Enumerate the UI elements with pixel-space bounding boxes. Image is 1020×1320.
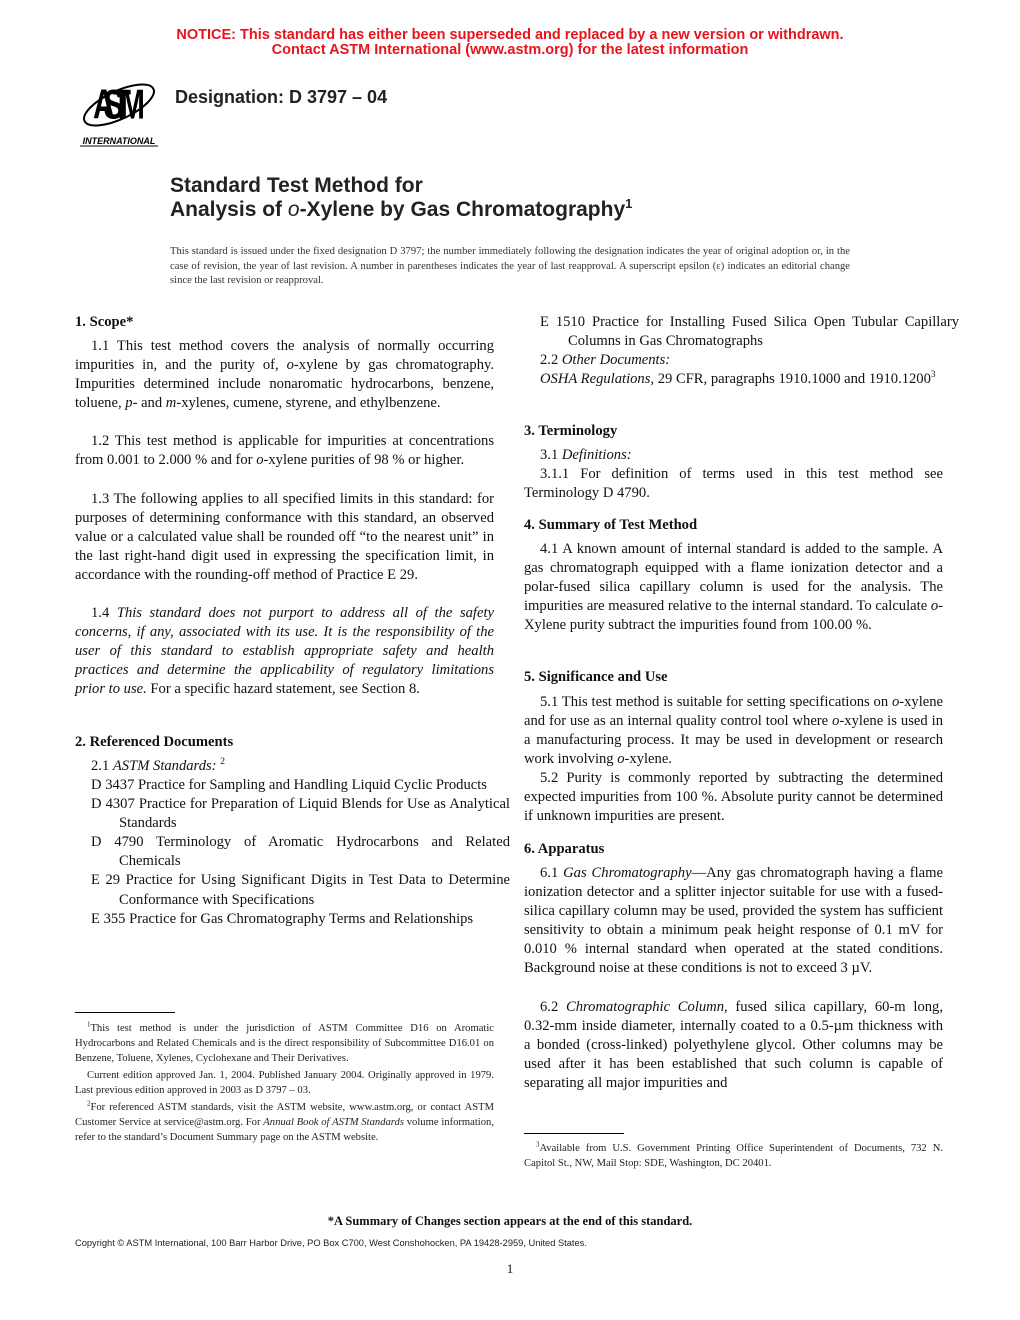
para-1-2 <box>75 432 494 470</box>
footnote-mark: 1 <box>87 1021 91 1029</box>
italic-text: This standard does not purport to address all of the safety concerns, if any, associated with its use. It is the responsibility of the user of this standard to establish appropriate safety and health practices and determine the applicability of regulatory limitations prior to use. <box>75 605 494 698</box>
text-run: 4.1 A known amount of internal standard is added to the sample. A gas chromatograph equipped with a flame ionization detector and a polar-fused silica capillary column is used for the analysis. The impurities are measured relative to the internal standard. To calculate <box>524 541 943 615</box>
italic-text: Chromatographic Column, <box>566 999 728 1015</box>
title-italic-o: o <box>287 198 300 221</box>
text-run: -xylenes, cumene, styrene, and ethylbenzene. <box>176 395 441 412</box>
text-run: 6.2 <box>540 999 566 1015</box>
ref-e29: E 29 Practice for Using Significant Digits in Test Data to Determine Conformance with Specifications <box>91 872 510 908</box>
title-part: -Xylene by Gas Chromatography <box>299 198 626 221</box>
italic-text: Annual Book of ASTM Standards <box>263 1117 404 1128</box>
text-run: -xylene purities of 98 % or higher. <box>263 452 465 469</box>
italic-text: o <box>930 598 939 615</box>
title-part: Analysis of <box>170 198 288 221</box>
footnote-1-text <box>75 1023 494 1064</box>
text-run: 1.2 This test method is applicable for impurities at concentrations from 0.001 to 2.000 % and for <box>75 433 494 469</box>
footnote-divider <box>75 1012 175 1013</box>
italic-text: Gas Chromatography <box>563 865 692 881</box>
italic-text: o <box>286 357 294 374</box>
section-6-heading: 6. Apparatus <box>524 841 605 857</box>
text-run: 2.1 <box>91 758 113 774</box>
para-5-2 <box>524 769 943 826</box>
section-1-heading: 1. Scope* <box>75 314 134 330</box>
para-1-3 <box>75 490 494 585</box>
text-run: 1.4 <box>91 605 117 621</box>
ref-list <box>75 776 510 929</box>
footnote-2 <box>75 1100 494 1145</box>
para-6-1 <box>524 864 943 979</box>
footnote-mark: 2 <box>87 1100 91 1108</box>
italic-text: o <box>891 694 900 710</box>
osha-text <box>540 371 931 387</box>
para-3-1-1 <box>524 465 943 503</box>
para-6-2 <box>524 998 943 1093</box>
page-number: 1 <box>506 1261 514 1276</box>
footnote-2-text <box>75 1102 494 1143</box>
para-1-1 <box>75 337 494 413</box>
italic-text: p <box>125 395 133 412</box>
footnote-3 <box>524 1141 943 1171</box>
text-run: Available from U.S. Government Printing Office Superintendent of Documents, 732 N. Capitol St., NW, Mail Stop: SDE, Washington, DC 20401. <box>524 1143 943 1169</box>
italic-text: Other Documents: <box>561 352 671 368</box>
footnote-1b <box>75 1068 494 1098</box>
text-run: For a specific hazard statement, see Section 8. <box>146 681 420 698</box>
footnote-1 <box>75 1021 494 1066</box>
summary-of-changes-note: *A Summary of Changes section appears at the end of this standard. <box>327 1214 693 1228</box>
text-run: 3.1 <box>540 447 562 463</box>
section-2-heading: 2. Referenced Documents <box>75 734 234 750</box>
footnote-ref: 2 <box>220 757 225 768</box>
section-3-heading: 3. Terminology <box>524 423 618 439</box>
text-run: 2.2 <box>540 352 562 368</box>
text-run: volume information, refer to the standard’s Document Summary page on the ASTM website. <box>75 1117 494 1143</box>
text-run: 3.1.1 For definition of terms used in this test method see Terminology D 4790. <box>524 466 943 502</box>
text-run: -xylene. <box>624 751 672 768</box>
copyright: Copyright © ASTM International, 100 Barr Harbor Drive, PO Box C700, West Conshohocken, PA 19428-2959, United States. <box>75 1238 587 1248</box>
para-5-1 <box>524 693 943 769</box>
italic-text: ASTM Standards: <box>112 758 217 774</box>
footnote-mark: 3 <box>536 1141 540 1149</box>
section-4-heading: 4. Summary of Test Method <box>524 517 698 533</box>
para-2-1 <box>75 757 494 776</box>
italic-text: m <box>165 395 177 412</box>
text-run: Current edition approved Jan. 1, 2004. Published January 2004. Originally approved in 1979. Last previous edition approved in 2003 as D 3797 – 03. <box>75 1070 494 1096</box>
para-1-4 <box>75 604 494 699</box>
text-run: fused silica capillary, 60-m long, 0.32-mm inside diameter, internally coated to a 0.5-µm thickness with a bonded (cross-linked) polyethylene glycol. Other columns may be used after it has been established that such column is capable of separating all major impurities and <box>524 999 943 1092</box>
text-run: 6.1 <box>540 865 564 881</box>
para-3-1 <box>524 446 943 465</box>
ref-d4790: D 4790 Terminology of Aromatic Hydrocarbons and Related Chemicals <box>91 834 510 870</box>
text-run: For referenced ASTM standards, visit the ASTM website, www.astm.org, or contact ASTM Customer Service at service@astm.org. For <box>75 1102 494 1128</box>
text-run: 1.3 The following applies to all specified limits in this standard: for purposes of determining conformance with this standard, an observed value or a calculated value shall be rounded off “to the nearest unit” in the last right-hand digit used in expressing the specification limit, in accordance with the rounding-off method of Practice E 29. <box>75 491 494 584</box>
text-run: This test method is under the jurisdiction of ASTM Committee D16 on Aromatic Hydrocarbons and Related Chemicals and is the direct responsibility of Subcommittee D16.01 on Benzene, Toluene, Xylenes, Cyclohexane and Their Derivatives. <box>75 1023 494 1064</box>
text-run: -xylene by gas chromatography. Impurities determined include nonaromatic hydrocarbons, benzene, toluene, <box>75 357 495 412</box>
designation: Designation: D 3797 – 04 <box>175 87 388 107</box>
osha-ref <box>524 370 987 389</box>
footnote-divider <box>524 1133 624 1134</box>
ref-e355: E 355 Practice for Gas Chromatography Terms and Relationships <box>91 910 474 927</box>
issuance-statement: This standard is issued under the fixed designation D 3797; the number immediately following the designation indicates the year of original adoption or, in the case of revision, the year of last revision. A number in parentheses indicates the year of last reapproval. A superscript epsilon (ε) indicates an editorial change since the last revision or reapproval. <box>170 246 850 287</box>
para-4-1 <box>524 540 943 635</box>
notice-line-2: Contact ASTM International (www.astm.org) for the latest information <box>271 42 749 58</box>
italic-text: OSHA Regulations, <box>540 371 655 387</box>
text-run: 5.1 This test method is suitable for setting specifications on <box>540 694 892 710</box>
title-line-2 <box>170 198 632 222</box>
text-run: 1.1 This test method covers the analysis of normally occurring impurities in, and the purity of, <box>75 338 494 374</box>
ref-d3437: D 3437 Practice for Sampling and Handling Liquid Cyclic Products <box>91 777 487 793</box>
footnote-ref: 3 <box>930 370 936 381</box>
para-2-2 <box>524 351 943 370</box>
ref-d4307: D 4307 Practice for Preparation of Liquid Blends for Use as Analytical Standards <box>91 796 510 832</box>
text-run: 5.2 Purity is commonly reported by subtracting the determined expected impurities from 100 %. Absolute purity cannot be determined if unknown impurities are present. <box>524 770 943 825</box>
svg-text:INTERNATIONAL: INTERNATIONAL <box>82 136 156 146</box>
ref-e1510-text: E 1510 Practice for Installing Fused Silica Open Tubular Capillary Columns in Gas Chromatographs <box>540 314 959 350</box>
footnotes-left <box>75 1021 494 1145</box>
footnote-ref: 1 <box>625 196 633 211</box>
footnote-3-text <box>524 1143 943 1169</box>
italic-text: o <box>256 452 264 469</box>
text-run: -xylene and for use as an internal quality control tool where <box>524 694 943 730</box>
para-2-1-text <box>91 758 220 774</box>
text-run: -Xylene purity subtract the impurities found from 100.00 %. <box>524 598 943 634</box>
title-line-1: Standard Test Method for <box>170 174 423 197</box>
astm-logo-icon <box>78 75 160 147</box>
astm-logo <box>78 75 160 147</box>
section-5-heading: 5. Significance and Use <box>524 669 668 685</box>
text-run: —Any gas chromatograph having a flame ionization detector and a splitter injector suitable for use with a fused-silica capillary column may be used, provided the system has sufficient sensitivity to obtain a minimum peak height response of 0.1 mV for 0.010 % internal standard when operated at the stated conditions. Background noise at these conditions is not to exceed 3 µV. <box>524 865 943 977</box>
text-run: -xylene is used in a manufacturing process. It may be used in development or research work involving <box>524 713 943 768</box>
svg-text:ASTM: ASTM <box>93 80 145 128</box>
text-run: 29 CFR, paragraphs 1910.1000 and 1910.1200 <box>654 371 931 387</box>
italic-text: o <box>832 713 840 730</box>
italic-text: Definitions: <box>561 447 632 463</box>
italic-text: o <box>617 751 625 768</box>
ref-e1510 <box>524 313 959 351</box>
notice-line-1: NOTICE: This standard has either been superseded and replaced by a new version or withdrawn. <box>176 27 844 43</box>
text-run: - and <box>132 395 166 412</box>
